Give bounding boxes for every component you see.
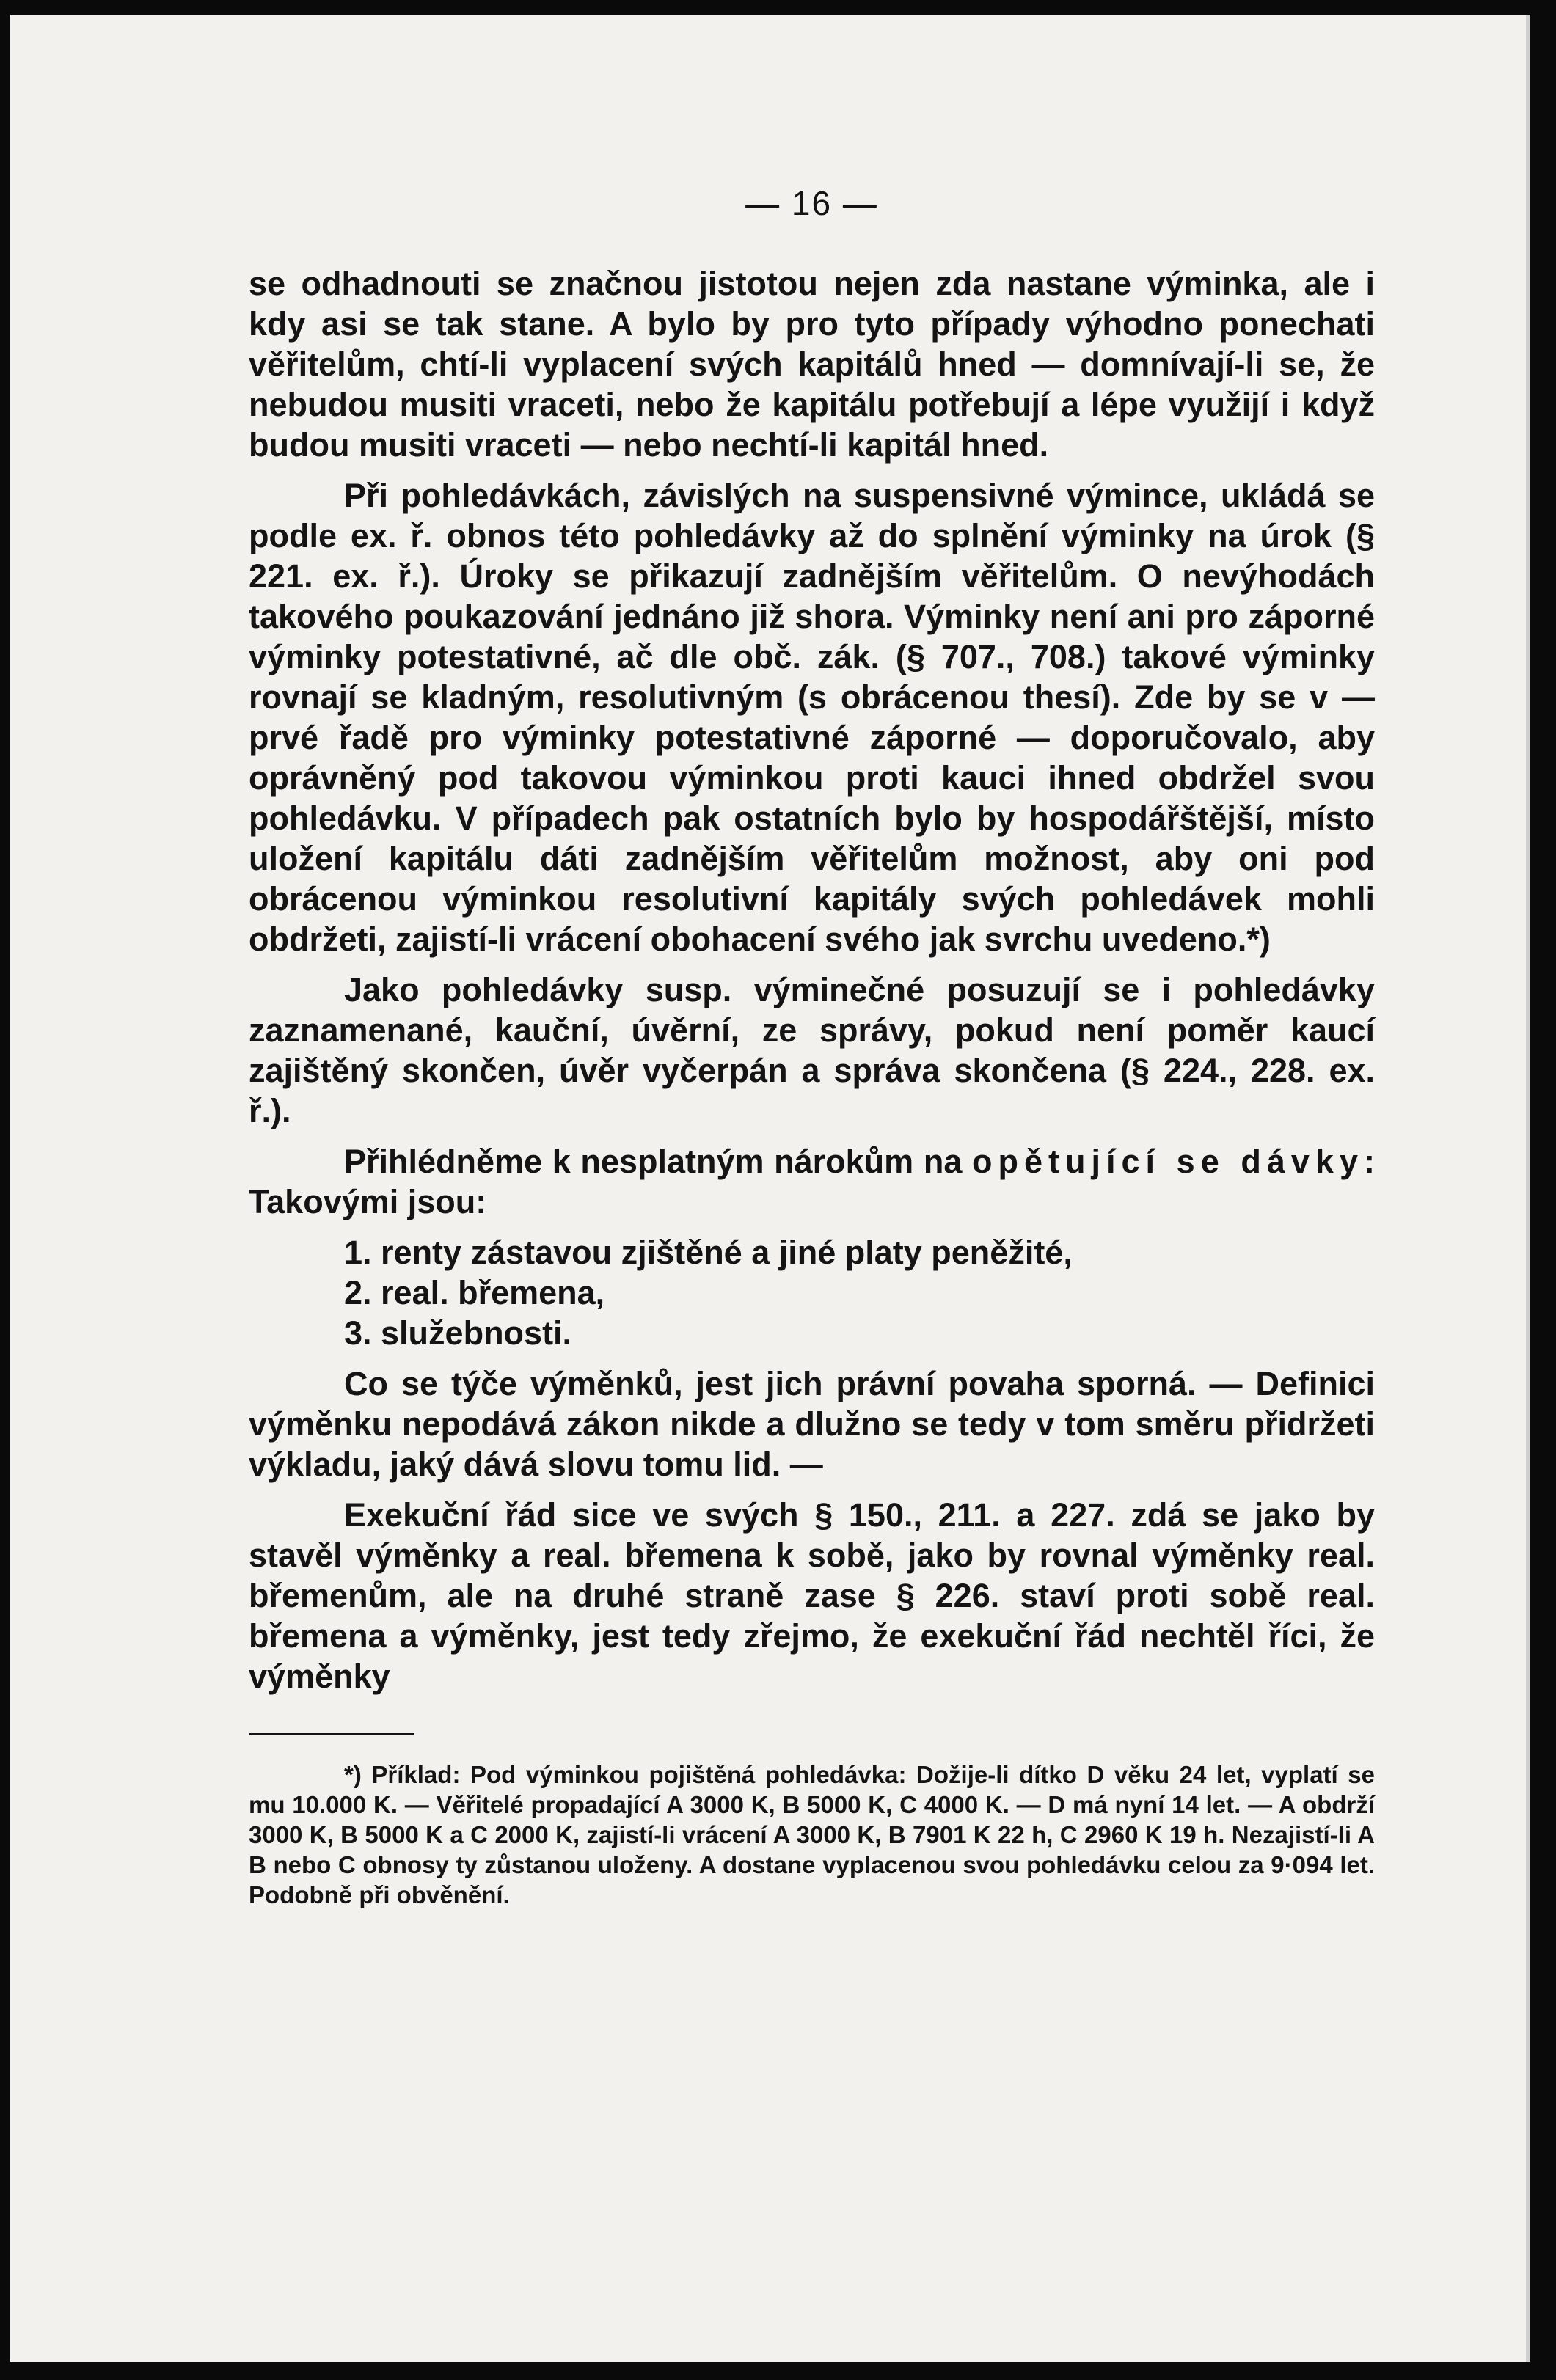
paragraph-6: Exekuční řád sice ve svých § 150., 211. a 227. zdá se jako by stavěl výměnky a real. břemena k sobě, jako by rovnal výměnky real. břemenům, ale na druhé straně zase § 226. staví proti sobě real. břemena a výměnky, jest tedy zřejmo, že exekuční řád nechtěl říci, že výměnky bbox=[249, 1496, 1375, 1695]
paragraph-3: Jako pohledávky susp. výminečné posuzují se i pohledávky zaznamenané, kauční, úvěrní, ze správy, pokud není poměr kaucí zajištěný skončen, úvěr vyčerpán a správa skončena (§ 224., 228. ex. ř.). bbox=[249, 971, 1375, 1129]
paragraph-2: Při pohledávkách, závislých na suspensivné výmince, ukládá se podle ex. ř. obnos této pohledávky až do splnění výminky na úrok (§ 221. ex. ř.). Úroky se přikazují zadnějším věřitelům. O nevýhodách takového poukazování jednáno již shora. Výminky není ani pro záporné výminky potestativné, ač dle obč. zák. (§ 707., 708.) takové výminky rovnají se kladným, resolutivným (s obrácenou thesí). Zde by se v — prvé řadě pro výminky potestativné záporné — doporučovalo, aby oprávněný pod takovou výminkou proti kauci ihned obdržel svou pohledávku. V případech pak ostatních bylo by hospodářštější, místo uložení kapitálu dáti zadnějším věřitelům možnost, aby oni pod obrácenou výminkou resolutivní kapitály svých pohledávek mohli obdržeti, zajistí-li vrácení obohacení svého jak svrchu uvedeno.*) bbox=[249, 477, 1375, 958]
spaced-term: opětující se dávky bbox=[972, 1143, 1364, 1180]
paragraph-1: se odhadnouti se značnou jistotou nejen zda nastane výminka, ale i kdy asi se tak stane. A bylo by pro tyto případy výhodno ponechati věřitelům, chtí-li vyplacení svých kapitálů hned — domnívají-li se, že nebudou musiti vraceti, nebo že kapitálu potřebují a lépe využijí i když budou musiti vraceti — nebo nechtí-li kapitál hned. bbox=[249, 265, 1375, 464]
list-item: 1. renty zástavou zjištěné a jiné platy peněžité, bbox=[344, 1234, 1073, 1271]
footnote-divider bbox=[249, 1733, 414, 1735]
paragraph-4-start: Přihlédněme k nesplatným nárokům na bbox=[344, 1143, 963, 1180]
page-content bbox=[249, 183, 1375, 1934]
footnote: *) Příklad: Pod výminkou pojištěná pohledávka: Dožije-li dítko D věku 24 let, vyplatí se mu 10.000 K. — Věřitelé propadající A 3000 K, B 5000 K, C 4000 K. — D má nyní 14 let. — A obdrží 3000 K, B 5000 K a C 2000 K, zajistí-li vrácení A 3000 K, B 7901 K 22 h, C 2960 K 19 h. Nezajistí-li A B nebo C obnosy ty zůstanou uloženy. A dostane vyplacenou svou pohledávku celou za 9·094 let. Podobně při obvěnění. bbox=[249, 1761, 1375, 1908]
list-item: 3. služebnosti. bbox=[344, 1314, 572, 1352]
paragraph-5: Co se týče výměnků, jest jich právní povaha sporná. — Definici výměnku nepodává zákon nikde a dlužno se tedy v tom směru přidržeti výkladu, jaký dává slovu tomu lid. — bbox=[249, 1365, 1375, 1483]
list-item: 2. real. břemena, bbox=[344, 1274, 605, 1311]
paragraph-4-end: : Takovými jsou: bbox=[249, 1143, 1375, 1220]
enumeration-list bbox=[344, 1232, 1375, 1353]
paragraph-4 bbox=[249, 1141, 1375, 1222]
page-number: — 16 — bbox=[745, 184, 878, 222]
book-page bbox=[10, 15, 1530, 2362]
